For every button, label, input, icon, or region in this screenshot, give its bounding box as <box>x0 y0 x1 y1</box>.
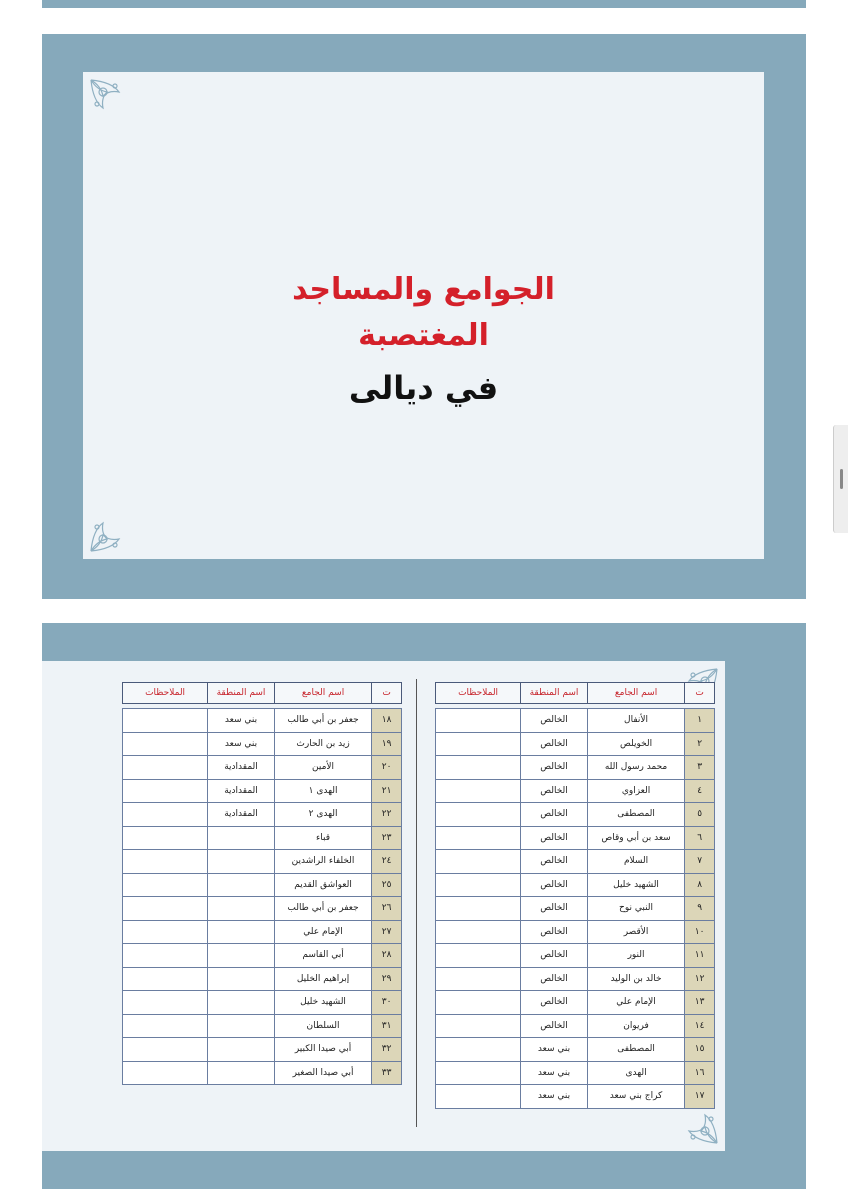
area-name: الخالص <box>521 826 588 850</box>
row-number: ٣٢ <box>372 1038 402 1062</box>
area-name: الخالص <box>521 873 588 897</box>
table-row <box>123 944 402 968</box>
table-row <box>436 897 715 921</box>
area-name: الخالص <box>521 732 588 756</box>
row-number: ١٠ <box>685 920 715 944</box>
mosque-name: أبي صيدا الكبير <box>274 1038 371 1062</box>
area-name <box>208 1038 275 1062</box>
table-row <box>123 1014 402 1038</box>
row-number: ٤ <box>685 779 715 803</box>
table-row <box>123 967 402 991</box>
table-row <box>436 991 715 1015</box>
area-name: بني سعد <box>521 1085 588 1109</box>
row-number: ٦ <box>685 826 715 850</box>
area-name: الخالص <box>521 967 588 991</box>
table-row <box>123 1061 402 1085</box>
notes <box>436 779 521 803</box>
previous-page-edge <box>42 0 806 8</box>
table-row <box>436 873 715 897</box>
scroll-handle[interactable] <box>833 425 848 533</box>
notes <box>436 709 521 733</box>
header-number: ت <box>372 683 402 704</box>
row-number: ٢٥ <box>372 873 402 897</box>
header-area-name: اسم المنطقة <box>208 683 275 704</box>
area-name <box>208 873 275 897</box>
notes <box>436 1061 521 1085</box>
row-number: ٢٧ <box>372 920 402 944</box>
notes <box>436 920 521 944</box>
notes <box>436 967 521 991</box>
header-number: ت <box>685 683 715 704</box>
table-row <box>436 967 715 991</box>
mosque-name: العواشق القديم <box>274 873 371 897</box>
table-row <box>123 897 402 921</box>
area-name <box>208 850 275 874</box>
mosque-name: النبي نوح <box>587 897 684 921</box>
table-row <box>436 709 715 733</box>
area-name <box>208 1061 275 1085</box>
mosque-name: الإمام علي <box>587 991 684 1015</box>
area-name: المقدادية <box>208 803 275 827</box>
row-number: ٢٨ <box>372 944 402 968</box>
area-name <box>208 920 275 944</box>
row-number: ١٦ <box>685 1061 715 1085</box>
area-name: بني سعد <box>521 1038 588 1062</box>
row-number: ١٢ <box>685 967 715 991</box>
table-row <box>436 1085 715 1109</box>
area-name: الخالص <box>521 897 588 921</box>
area-name: الخالص <box>521 1014 588 1038</box>
mosque-name: كراج بني سعد <box>587 1085 684 1109</box>
cover-title-line-2: المغتصبة <box>358 318 489 353</box>
mosque-name: الخلفاء الراشدين <box>274 850 371 874</box>
table-row <box>436 920 715 944</box>
row-number: ١٧ <box>685 1085 715 1109</box>
notes <box>436 873 521 897</box>
table-panel <box>42 661 725 1151</box>
table-row <box>123 873 402 897</box>
notes <box>123 732 208 756</box>
mosque-name: الأمين <box>274 756 371 780</box>
area-name: الخالص <box>521 803 588 827</box>
mosque-name: النور <box>587 944 684 968</box>
area-name <box>208 991 275 1015</box>
table-header-row <box>123 683 402 704</box>
cover-title-line-1: الجوامع والمساجد <box>292 272 555 307</box>
mosque-name: الإمام علي <box>274 920 371 944</box>
notes <box>123 826 208 850</box>
mosque-name: إبراهيم الخليل <box>274 967 371 991</box>
row-number: ٢٠ <box>372 756 402 780</box>
table-row <box>436 756 715 780</box>
row-number: ٣٠ <box>372 991 402 1015</box>
notes <box>123 944 208 968</box>
area-name <box>208 1014 275 1038</box>
area-name: الخالص <box>521 709 588 733</box>
notes <box>436 897 521 921</box>
notes <box>436 850 521 874</box>
notes <box>123 1061 208 1085</box>
table-row <box>123 991 402 1015</box>
mosque-name: المصطفى <box>587 803 684 827</box>
notes <box>123 1038 208 1062</box>
notes <box>123 779 208 803</box>
area-name <box>208 967 275 991</box>
row-number: ١٥ <box>685 1038 715 1062</box>
row-number: ١٤ <box>685 1014 715 1038</box>
notes <box>123 991 208 1015</box>
table-row <box>123 826 402 850</box>
row-number: ١ <box>685 709 715 733</box>
column-divider <box>416 679 417 1127</box>
row-number: ٥ <box>685 803 715 827</box>
area-name <box>208 897 275 921</box>
notes <box>436 991 521 1015</box>
row-number: ٢ <box>685 732 715 756</box>
mosque-name: أبي صيدا الصغير <box>274 1061 371 1085</box>
mosque-name: الأنفال <box>587 709 684 733</box>
row-number: ٢٢ <box>372 803 402 827</box>
mosque-name: أبي القاسم <box>274 944 371 968</box>
area-name: الخالص <box>521 920 588 944</box>
area-name <box>208 826 275 850</box>
area-name: الخالص <box>521 756 588 780</box>
row-number: ١٨ <box>372 709 402 733</box>
area-name: الخالص <box>521 944 588 968</box>
row-number: ٢٤ <box>372 850 402 874</box>
table-row <box>123 756 402 780</box>
notes <box>123 1014 208 1038</box>
corner-ornament-icon <box>89 507 135 553</box>
row-number: ٣١ <box>372 1014 402 1038</box>
grip-icon <box>840 469 843 489</box>
notes <box>123 803 208 827</box>
notes <box>436 826 521 850</box>
table-row <box>123 920 402 944</box>
header-mosque-name: اسم الجامع <box>587 683 684 704</box>
mosque-name: جعفر بن أبي طالب <box>274 897 371 921</box>
area-name: الخالص <box>521 850 588 874</box>
mosque-name: الخويلص <box>587 732 684 756</box>
header-notes: الملاحظات <box>436 683 521 704</box>
cover-page <box>42 34 806 599</box>
notes <box>123 850 208 874</box>
mosque-name: الشهيد خليل <box>587 873 684 897</box>
mosque-name: السلام <box>587 850 684 874</box>
row-number: ٨ <box>685 873 715 897</box>
table-row <box>436 1061 715 1085</box>
notes <box>436 756 521 780</box>
mosque-name: سعد بن أبي وقاص <box>587 826 684 850</box>
mosque-name: قباء <box>274 826 371 850</box>
row-number: ٢٣ <box>372 826 402 850</box>
notes <box>436 944 521 968</box>
table-row <box>436 732 715 756</box>
mosque-name: الهدى <box>587 1061 684 1085</box>
mosque-name: الشهيد خليل <box>274 991 371 1015</box>
row-number: ١١ <box>685 944 715 968</box>
cover-panel <box>83 72 764 559</box>
mosque-name: محمد رسول الله <box>587 756 684 780</box>
mosques-table-left <box>122 682 402 1085</box>
table-row <box>123 850 402 874</box>
notes <box>123 756 208 780</box>
notes <box>436 1014 521 1038</box>
table-row <box>123 803 402 827</box>
area-name: المقدادية <box>208 779 275 803</box>
area-name: بني سعد <box>521 1061 588 1085</box>
header-area-name: اسم المنطقة <box>521 683 588 704</box>
header-mosque-name: اسم الجامع <box>274 683 371 704</box>
table-row <box>436 850 715 874</box>
row-number: ٩ <box>685 897 715 921</box>
mosque-name: السلطان <box>274 1014 371 1038</box>
row-number: ٣٣ <box>372 1061 402 1085</box>
mosque-name: خالد بن الوليد <box>587 967 684 991</box>
table-row <box>436 944 715 968</box>
table-row <box>436 1038 715 1062</box>
notes <box>123 897 208 921</box>
mosque-name: فريوان <box>587 1014 684 1038</box>
area-name: الخالص <box>521 779 588 803</box>
table-row <box>436 1014 715 1038</box>
mosque-name: العزاوي <box>587 779 684 803</box>
area-name: بني سعد <box>208 732 275 756</box>
notes <box>436 803 521 827</box>
row-number: ١٩ <box>372 732 402 756</box>
mosque-name: زيد بن الحارث <box>274 732 371 756</box>
notes <box>123 967 208 991</box>
table-page <box>42 623 806 1189</box>
header-notes: الملاحظات <box>123 683 208 704</box>
area-name: المقدادية <box>208 756 275 780</box>
row-number: ١٣ <box>685 991 715 1015</box>
row-number: ٢٦ <box>372 897 402 921</box>
row-number: ٢١ <box>372 779 402 803</box>
table-row <box>436 803 715 827</box>
cover-title-line-3: في ديالى <box>348 369 499 407</box>
notes <box>436 1085 521 1109</box>
table-row <box>123 1038 402 1062</box>
notes <box>123 709 208 733</box>
table-row <box>123 709 402 733</box>
mosque-name: المصطفى <box>587 1038 684 1062</box>
mosque-name: الهدى ١ <box>274 779 371 803</box>
notes <box>123 873 208 897</box>
area-name: بني سعد <box>208 709 275 733</box>
table-header-row <box>436 683 715 704</box>
row-number: ٣ <box>685 756 715 780</box>
area-name <box>208 944 275 968</box>
mosque-name: الهدى ٢ <box>274 803 371 827</box>
notes <box>123 920 208 944</box>
notes <box>436 732 521 756</box>
table-row <box>436 826 715 850</box>
notes <box>436 1038 521 1062</box>
mosque-name: الأقصر <box>587 920 684 944</box>
table-row <box>436 779 715 803</box>
table-row <box>123 779 402 803</box>
row-number: ٧ <box>685 850 715 874</box>
row-number: ٢٩ <box>372 967 402 991</box>
mosques-table-right <box>435 682 715 1109</box>
mosque-name: جعفر بن أبي طالب <box>274 709 371 733</box>
table-row <box>123 732 402 756</box>
area-name: الخالص <box>521 991 588 1015</box>
corner-ornament-icon <box>89 78 135 124</box>
